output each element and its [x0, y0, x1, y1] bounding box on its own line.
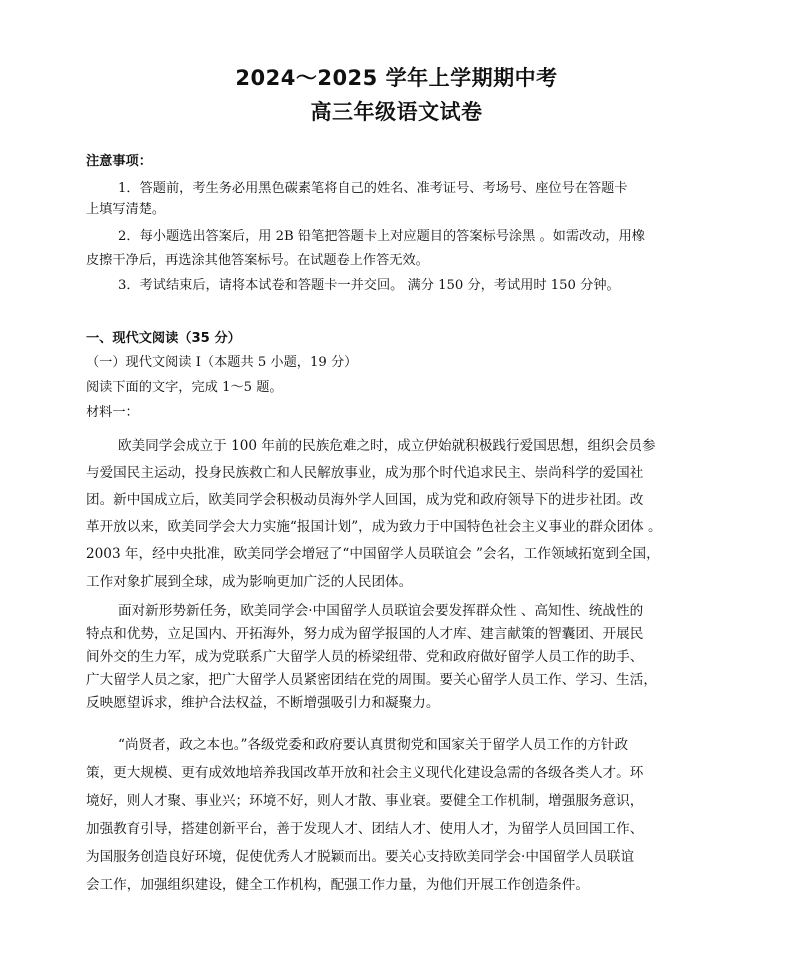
passage-p1-line: 团。新中国成立后，欧美同学会积极动员海外学人回国，成为党和政府领导下的进步社团。改: [86, 492, 644, 508]
note-item-3: 3．考试结束后，请将本试卷和答题卡一并交回。 满分 150 分，考试用时 150 分钟。: [118, 278, 620, 293]
note-item-1-line-1: 1．答题前，考生务必用黑色碳素笔将自己的姓名、准考证号、考场号、座位号在答题卡: [118, 181, 628, 196]
notes-heading: 注意事项：: [86, 154, 152, 169]
passage-p1-line: 欧美同学会成立于 100 年前的民族危难之时，成立伊始就积极践行爱国思想，组织会员参: [118, 438, 656, 454]
passage-p2-line: 间外交的生力军，成为党联系广大留学人员的桥梁纽带、党和政府做好留学人员工作的助手、: [86, 649, 644, 665]
passage-p3-line: “尚贤者，政之本也。”各级党委和政府要认真贯彻党和国家关于留学人员工作的方针政: [118, 737, 629, 753]
passage-p1-line: 与爱国民主运动，投身民族救亡和人民解放事业，成为那个时代追求民主、崇尚科学的爱国社: [86, 465, 644, 481]
passage-p2-line: 反映愿望诉求，维护合法权益，不断增强吸引力和凝聚力。: [86, 695, 440, 711]
passage-p3-line: 策，更大规模、更有成效地培养我国改革开放和社会主义现代化建设急需的各级各类人才。环: [86, 765, 644, 781]
section-heading: 一、现代文阅读（35 分）: [86, 331, 241, 346]
passage-p2-line: 广大留学人员之家，把广大留学人员紧密团结在党的周围。要关心留学人员工作、学习、生活，: [86, 672, 657, 688]
passage-p3-line: 加强教育引导，搭建创新平台，善于发现人才、团结人才、使用人才，为留学人员回国工作、: [86, 821, 644, 837]
sub-section-heading: （一）现代文阅读 I（本题共 5 小题，19 分）: [86, 355, 358, 370]
note-item-2-line-2: 皮擦干净后，再选涂其他答案标号。在试题卷上作答无效。: [86, 253, 429, 268]
passage-p1-line: 2003 年，经中央批准，欧美同学会增冠了“中国留学人员联谊会 ”会名，工作领域拓宽到全国，: [86, 546, 660, 562]
passage-p1-line: 革开放以来，欧美同学会大力实施“报国计划”，成为致力于中国特色社会主义事业的群众团体 。: [86, 519, 662, 535]
passage-p2-line: 面对新形势新任务，欧美同学会·中国留学人员联谊会要发挥群众性 、高知性、统战性的: [118, 603, 644, 619]
note-item-1-line-2: 上填写清楚。: [86, 202, 166, 217]
passage-p3-line: 为国服务创造良好环境，促使优秀人才脱颖而出。要关心支持欧美同学会·中国留学人员联谊: [86, 849, 635, 865]
passage-p1-line: 工作对象扩展到全球，成为影响更加广泛的人民团体。: [86, 574, 413, 590]
material-label: 材料一：: [86, 405, 139, 420]
reading-instruction: 阅读下面的文字，完成 1～5 题。: [86, 380, 283, 395]
exam-title: 2024～2025 学年上学期期中考: [235, 66, 558, 90]
passage-p3-line: 会工作，加强组织建设，健全工作机构，配强工作力量，为他们开展工作创造条件。: [86, 877, 589, 893]
note-item-2-line-1: 2．每小题选出答案后，用 2B 铅笔把答题卡上对应题目的答案标号涂黑 。如需改动，用橡: [118, 229, 645, 244]
exam-subtitle: 高三年级语文试卷: [310, 100, 483, 124]
passage-p2-line: 特点和优势，立足国内、开拓海外，努力成为留学报国的人才库、建言献策的智囊团、开展民: [86, 626, 644, 642]
passage-p3-line: 境好，则人才聚、事业兴；环境不好，则人才散、事业衰。要健全工作机制，增强服务意识，: [86, 793, 644, 809]
